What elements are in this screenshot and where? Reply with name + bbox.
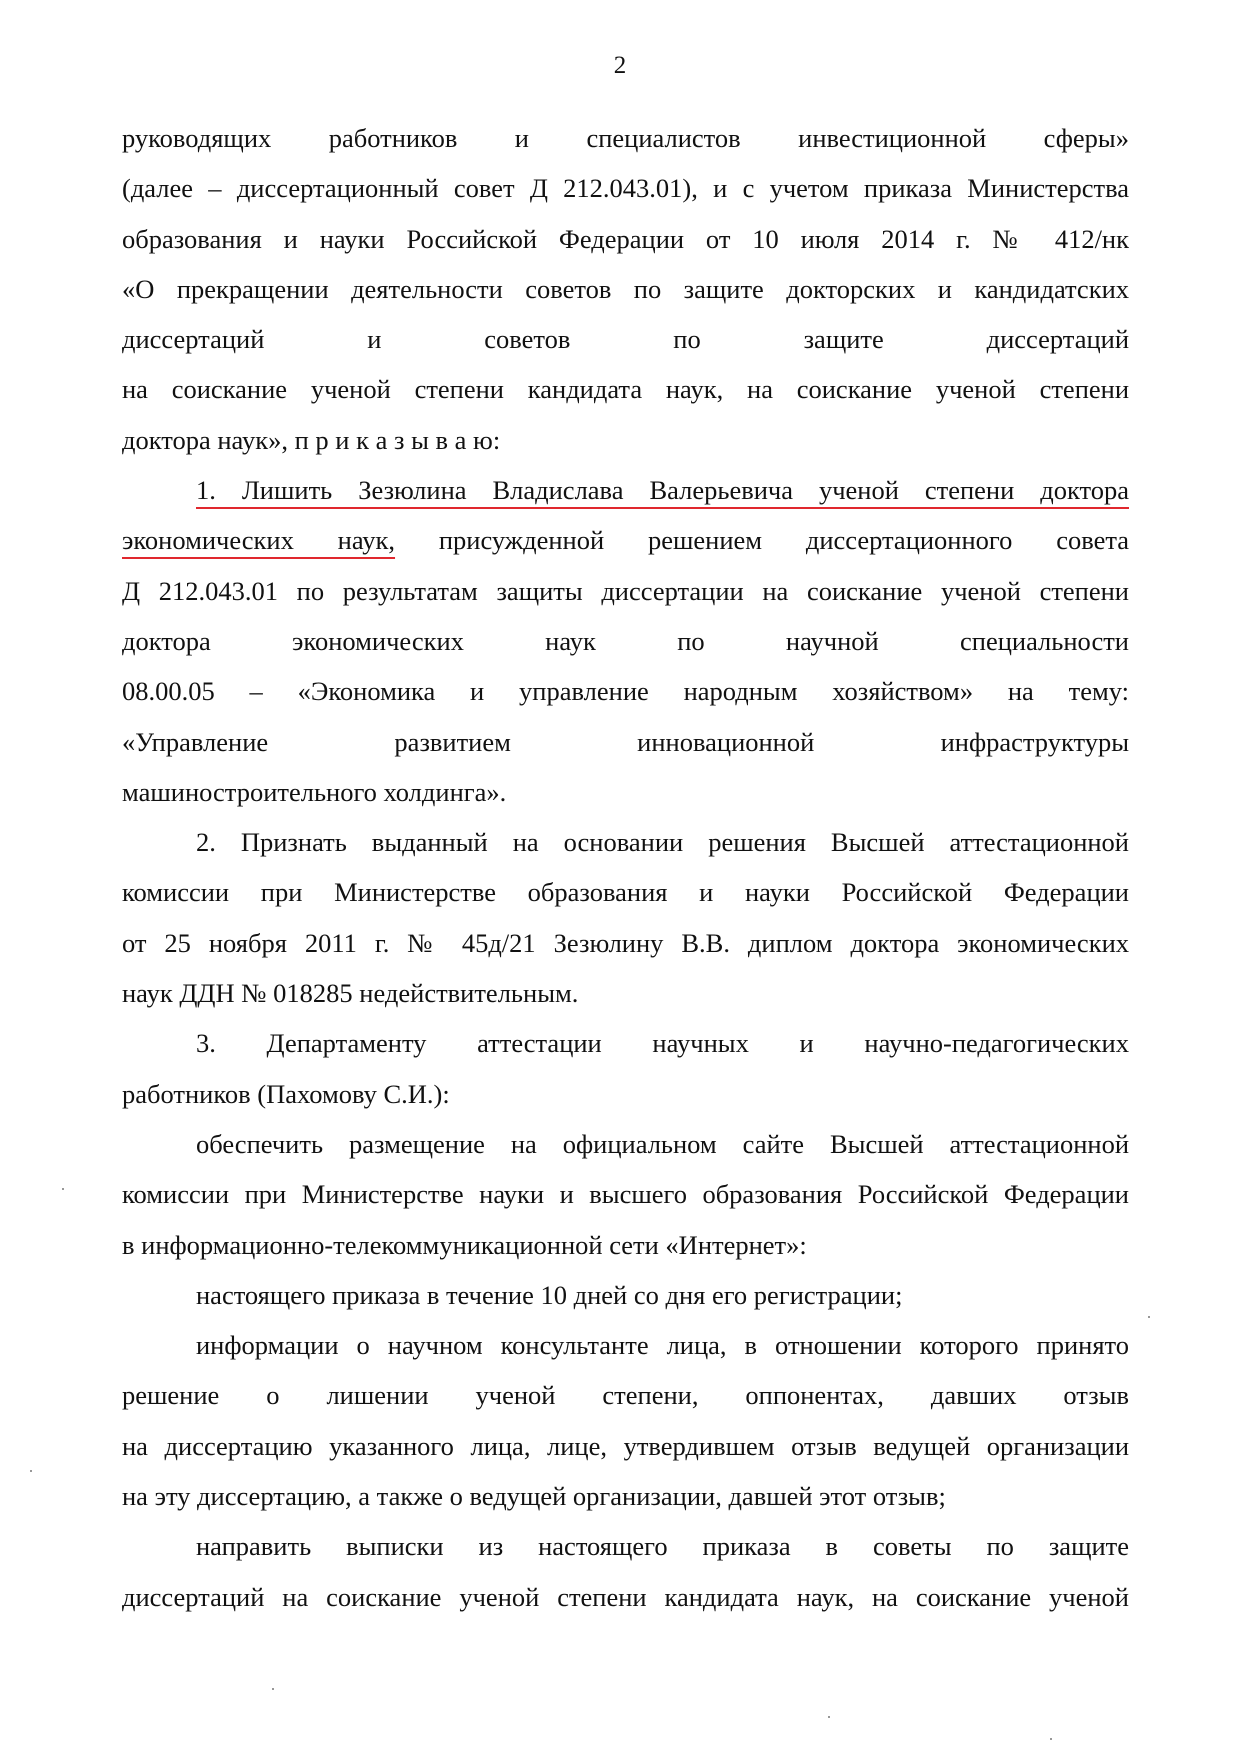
text-line: в информационно-телекоммуникационной сети «Интернет»: xyxy=(122,1229,807,1260)
text-line: комиссии при Министерстве образования и науки Российской Федерации xyxy=(122,877,1129,908)
text-line: на эту диссертацию, а также о ведущей организации, давшей этот отзыв; xyxy=(122,1481,946,1512)
text-line: диссертаций и советов по защите диссертаций xyxy=(122,324,1129,355)
document-body xyxy=(122,113,1129,1622)
text-line: 08.00.05 – «Экономика и управление народным хозяйством» на тему: xyxy=(122,676,1129,707)
underlined-verdict: 1. Лишить Зезюлина Владислава Валерьевича ученой степени доктора xyxy=(196,475,1129,506)
text-line: направить выписки из настоящего приказа в советы по защите xyxy=(196,1531,1129,1562)
paragraph-1-second-line xyxy=(122,515,1129,565)
scan-speck xyxy=(62,1188,64,1190)
text-line: диссертаций на соискание ученой степени кандидата наук, на соискание ученой xyxy=(122,1581,1129,1612)
text-line: информации о научном консультанте лица, в отношении которого принято xyxy=(196,1330,1129,1361)
text-line: образования и науки Российской Федерации от 10 июля 2014 г. № 412/нк xyxy=(122,223,1129,254)
text-line: доктора экономических наук по научной специальности xyxy=(122,625,1129,656)
text-line: обеспечить размещение на официальном сайте Высшей аттестационной xyxy=(196,1128,1129,1159)
text-line: 2. Признать выданный на основании решения Высшей аттестационной xyxy=(196,827,1129,858)
scan-speck xyxy=(1148,1316,1150,1318)
paragraph-1-first-line xyxy=(122,465,1129,515)
text-line: (далее – диссертационный совет Д 212.043.01), и с учетом приказа Министерства xyxy=(122,173,1129,204)
text-line: на соискание ученой степени кандидата наук, на соискание ученой степени xyxy=(122,374,1129,405)
text-line: доктора наук», п р и к а з ы в а ю: xyxy=(122,424,501,455)
text-line: наук ДДН № 018285 недействительным. xyxy=(122,978,579,1009)
scan-speck xyxy=(30,1470,32,1472)
text-line: комиссии при Министерстве науки и высшего образования Российской Федерации xyxy=(122,1179,1129,1210)
text-line: от 25 ноября 2011 г. № 45д/21 Зезюлину В.В. диплом доктора экономических xyxy=(122,927,1129,958)
text-line: руководящих работников и специалистов инвестиционной сферы» xyxy=(122,123,1129,153)
underlined-degree: экономических наук, xyxy=(122,525,396,556)
text-line: Д 212.043.01 по результатам защиты диссертации на соискание ученой степени xyxy=(122,575,1129,606)
text-fragment: присужденной решением диссертационного совета xyxy=(438,525,1129,556)
text-line: работников (Пахомову С.И.): xyxy=(122,1078,450,1109)
scan-speck xyxy=(1050,1738,1052,1740)
text-line: «О прекращении деятельности советов по защите докторских и кандидатских xyxy=(122,273,1129,304)
text-line: настоящего приказа в течение 10 дней со дня его регистрации; xyxy=(196,1279,903,1310)
text-line: «Управление развитием инновационной инфраструктуры xyxy=(122,726,1129,757)
text-line: решение о лишении ученой степени, оппонентах, давших отзыв xyxy=(122,1380,1129,1411)
text-line: 3. Департаменту аттестации научных и научно-педагогических xyxy=(196,1028,1129,1059)
text-line: на диссертацию указанного лица, лице, утвердившем отзыв ведущей организации xyxy=(122,1430,1129,1461)
text-line: машиностроительного холдинга». xyxy=(122,776,507,807)
scan-speck xyxy=(272,1688,274,1690)
page-number: 2 xyxy=(613,52,627,79)
scan-speck xyxy=(828,1716,830,1718)
